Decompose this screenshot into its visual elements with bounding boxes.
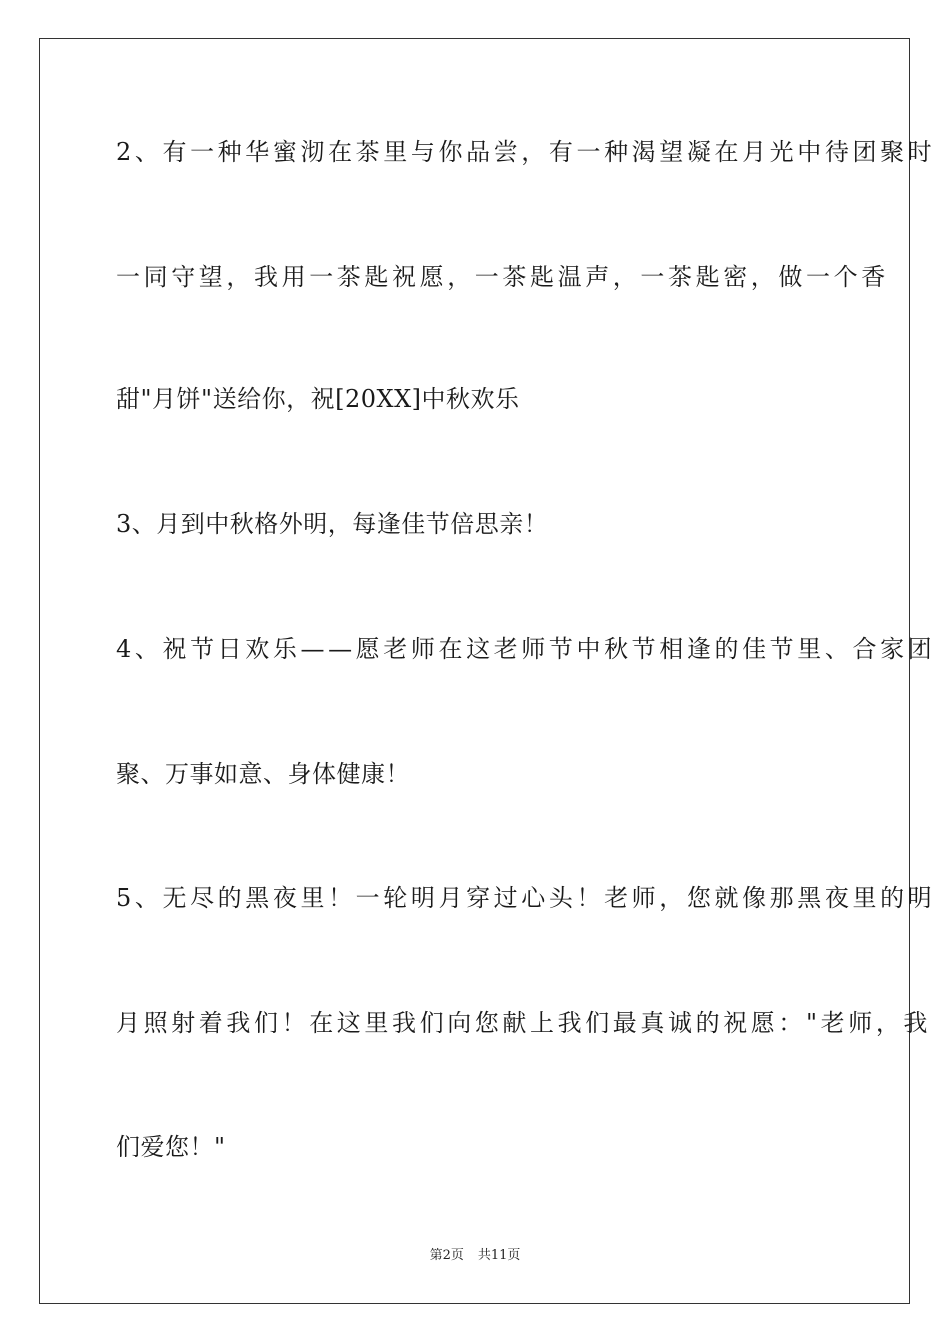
paragraph-line: 一同守望，我用一茶匙祝愿，一茶匙温声，一茶匙密，做一个香 bbox=[116, 263, 889, 291]
page-border bbox=[39, 38, 936, 1304]
paragraph-line: 2、有一种华蜜沏在茶里与你品尝，有一种渴望凝在月光中待团聚时 bbox=[116, 138, 936, 166]
paragraph-line: 4、祝节日欢乐——愿老师在这老师节中秋节相逢的佳节里、合家团 bbox=[116, 635, 936, 663]
page-footer bbox=[0, 1248, 950, 1264]
paragraph-line: 聚、万事如意、身体健康！ bbox=[116, 760, 410, 788]
paragraph-line: 甜"月饼"送给你，祝[20XX]中秋欢乐 bbox=[116, 385, 520, 413]
page-total: 共11页 bbox=[477, 1248, 521, 1263]
page-number: 第2页 bbox=[429, 1248, 464, 1263]
paragraph-line: 3、月到中秋格外明，每逢佳节倍思亲！ bbox=[116, 510, 549, 538]
paragraph-line: 5、无尽的黑夜里！一轮明月穿过心头！老师，您就像那黑夜里的明 bbox=[116, 884, 936, 912]
paragraph-line: 月照射着我们！在这里我们向您献上我们最真诚的祝愿："老师，我 bbox=[116, 1009, 932, 1037]
paragraph-line: 们爱您！" bbox=[116, 1133, 226, 1161]
